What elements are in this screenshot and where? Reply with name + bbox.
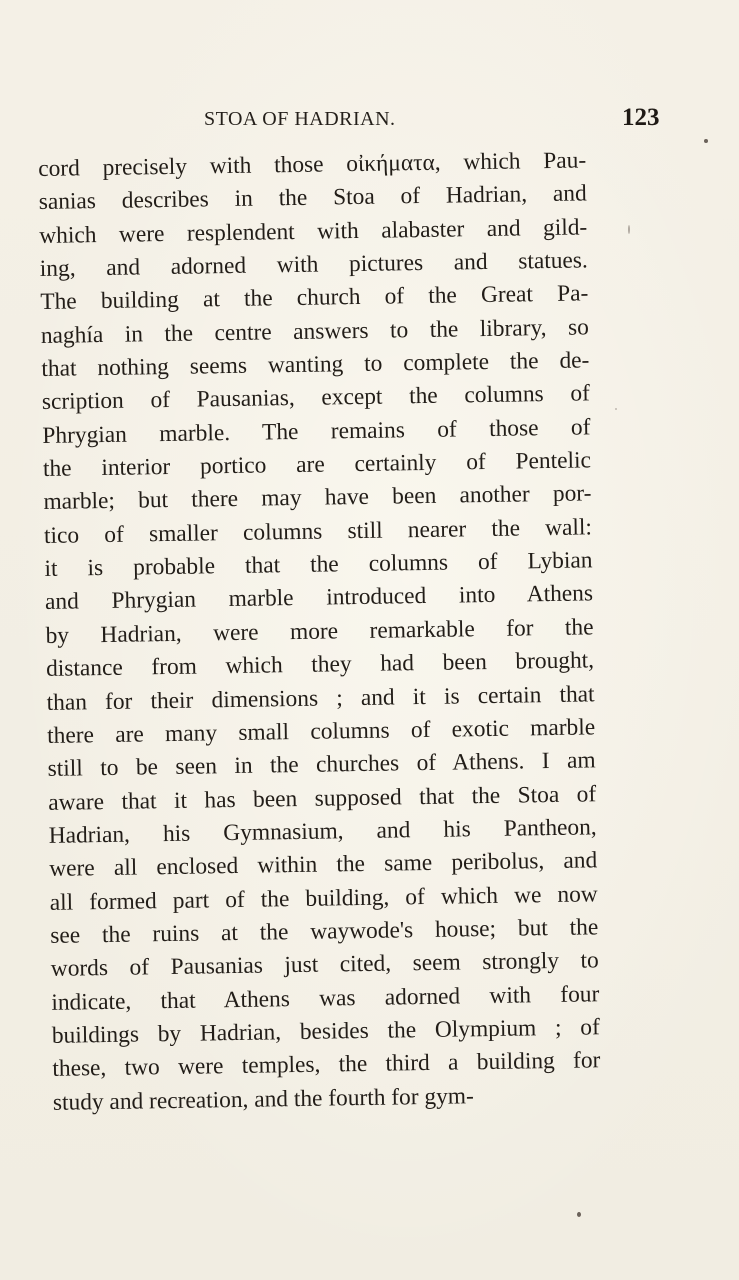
body-text <box>38 144 601 1119</box>
text-line: Phrygian marble. The remains of those of <box>42 414 591 449</box>
paper-speck <box>704 139 708 143</box>
text-line: the interior portico are certainly of Pentelic <box>42 447 592 483</box>
text-line: indicate, that Athens was adorned with four <box>51 980 600 1016</box>
text-line: marble; but there may have been another por- <box>43 480 592 516</box>
text-line: by Hadrian, were more remarkable for the <box>45 614 594 649</box>
paper-speck <box>577 1212 581 1217</box>
running-header <box>0 104 739 138</box>
text-line: than for their dimensions ; and it is certain that <box>46 680 595 716</box>
text-line: The building at the church of the Great Pa- <box>40 280 589 316</box>
text-line: distance from which they had been brought, <box>45 647 595 683</box>
text-line: cord precisely with those οἰκήματα, which Pau- <box>38 147 587 182</box>
text-line: and Phrygian marble introduced into Athens <box>44 580 594 616</box>
text-line: see the ruins at the waywode's house; but the <box>50 914 599 949</box>
text-line: these, two were temples, the third a building for <box>52 1047 601 1083</box>
text-line: ing, and adorned with pictures and statues. <box>39 247 588 283</box>
text-line: sanias describes in the Stoa of Hadrian, and <box>38 180 587 216</box>
text-line: it is probable that the columns of Lybian <box>44 547 593 583</box>
text-line: still to be seen in the churches of Athens. I am <box>47 747 596 783</box>
page-number: 123 <box>622 104 660 131</box>
text-line: scription of Pausanias, except the columns of <box>41 380 591 416</box>
text-line: that nothing seems wanting to complete the de- <box>41 347 590 383</box>
text-line: were all enclosed within the same peribolus, and <box>49 847 598 883</box>
text-line: words of Pausanias just cited, seem strongly to <box>50 947 599 983</box>
text-line: there are many small columns of exotic marble <box>46 714 596 749</box>
paper-speck <box>615 408 617 410</box>
text-line: which were resplendent with alabaster and gild- <box>39 214 588 249</box>
text-line: aware that it has been supposed that the Stoa of <box>47 780 597 816</box>
text-line: all formed part of the building, of which we now <box>49 880 598 916</box>
text-line: Hadrian, his Gymnasium, and his Pantheon, <box>48 814 597 849</box>
text-line: study and recreation, and the fourth for gym- <box>52 1082 474 1116</box>
text-line: buildings by Hadrian, besides the Olympium ; of <box>51 1014 601 1049</box>
text-line: tico of smaller columns still nearer the wall: <box>43 514 593 549</box>
paper-speck <box>628 225 630 234</box>
running-title: STOA OF HADRIAN. <box>204 108 396 130</box>
text-line: naghía in the centre answers to the library, so <box>40 314 590 349</box>
